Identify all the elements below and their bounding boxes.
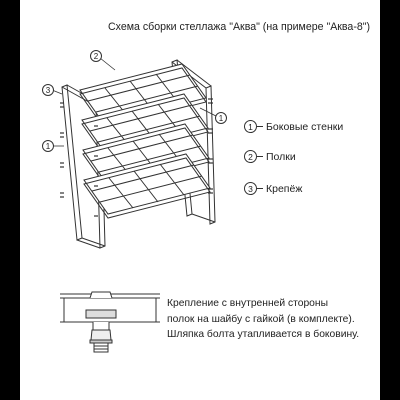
legend-label: Полки bbox=[266, 150, 296, 163]
callout-fastener: 3 bbox=[42, 84, 54, 96]
legend-item-fasteners bbox=[244, 182, 302, 195]
legend-label: Крепёж bbox=[266, 182, 303, 195]
fastener-detail bbox=[60, 292, 160, 352]
legend-number: 2 bbox=[244, 150, 257, 163]
legend-dash bbox=[257, 156, 263, 157]
legend-dash bbox=[257, 188, 263, 189]
fastening-note bbox=[167, 296, 377, 343]
legend-label: Боковые стенки bbox=[266, 120, 344, 133]
legend-number: 1 bbox=[244, 120, 257, 133]
note-line: Шляпка болта утапливается в боковину. bbox=[167, 329, 360, 340]
diagram-title: Схема сборки стеллажа "Аква" (на примере "Аква-8") bbox=[108, 21, 371, 33]
callout-side-wall-left: 1 bbox=[42, 140, 54, 152]
note-line: полок на шайбу с гайкой (в комплекте). bbox=[167, 313, 355, 325]
callout-side-wall-right: 1 bbox=[215, 112, 227, 124]
legend-item-shelves bbox=[244, 150, 296, 163]
legend-item-side-walls bbox=[244, 120, 343, 133]
callout-shelf: 2 bbox=[90, 50, 102, 62]
legend-dash bbox=[257, 126, 263, 127]
legend-number: 3 bbox=[244, 182, 257, 195]
note-line: Крепление с внутренней стороны bbox=[167, 298, 328, 309]
assembly-sheet bbox=[20, 0, 380, 400]
